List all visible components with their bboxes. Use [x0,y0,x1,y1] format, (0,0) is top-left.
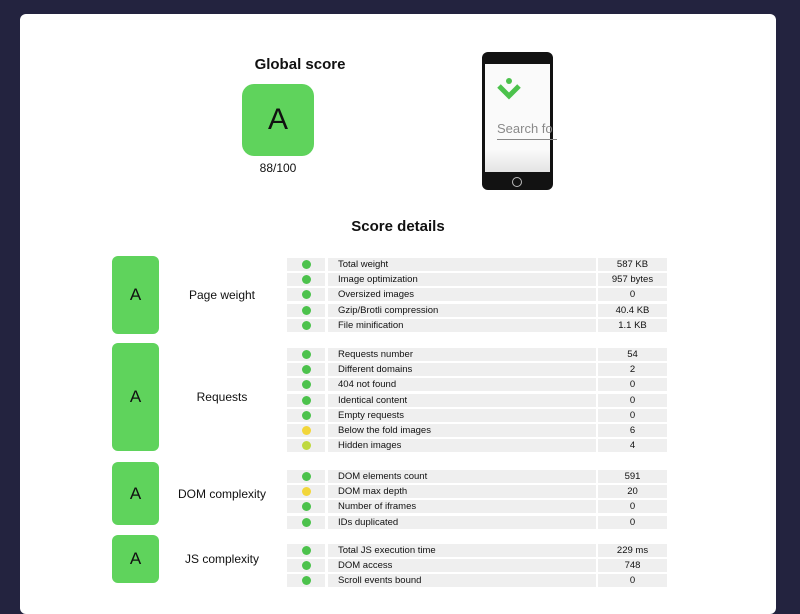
global-score-title: Global score [254,56,346,73]
metric-row [287,303,667,318]
metric-value: 0 [598,516,667,529]
metric-row [287,438,667,453]
metric-row [287,272,667,287]
status-dot-icon [302,561,311,570]
section-grade-letter: A [129,285,142,304]
section-grade-badge [112,462,159,525]
metric-name: Number of iframes [328,500,596,513]
status-dot-icon [302,502,311,511]
status-dot-icon [302,441,311,450]
metrics-table [287,347,667,453]
metric-name: DOM max depth [328,485,596,498]
section-grade-badge [112,343,159,451]
metric-name: Hidden images [328,439,596,452]
section-grade-badge [112,535,159,583]
metric-name: Image optimization [328,273,596,286]
metric-row [287,558,667,573]
phone-search-placeholder: Search fo [497,121,553,136]
metric-value: 1.1 KB [598,319,667,332]
section-grade-badge [112,256,159,334]
report-card [20,14,776,614]
status-dot-icon [302,426,311,435]
metric-name: Requests number [328,348,596,361]
metric-value: 0 [598,378,667,391]
metric-row [287,377,667,392]
phone-search-underline [497,139,557,140]
section-grade-letter: A [129,483,142,503]
metric-row [287,257,667,272]
metric-name: Different domains [328,363,596,376]
metric-name: DOM elements count [328,470,596,483]
metric-value: 0 [598,288,667,301]
section-label: Requests [196,390,248,404]
metric-value: 587 KB [598,258,667,271]
metric-row [287,362,667,377]
metric-name: Total weight [328,258,596,271]
status-dot-icon [302,380,311,389]
metric-value: 54 [598,348,667,361]
metric-value: 20 [598,485,667,498]
status-dot-icon [302,396,311,405]
status-dot-icon [302,576,311,585]
global-grade-badge [242,84,314,156]
section-grade-letter: A [129,387,142,406]
metric-name: Oversized images [328,288,596,301]
metric-name: Gzip/Brotli compression [328,304,596,317]
phone-home-button-icon [512,177,522,187]
metric-name: 404 not found [328,378,596,391]
metric-value: 748 [598,559,667,572]
metrics-table [287,257,667,333]
section-grade-letter: A [129,549,142,568]
metric-value: 40.4 KB [598,304,667,317]
score-details-title: Score details [351,218,445,235]
metrics-table [287,543,667,589]
metric-value: 0 [598,394,667,407]
section-label: Page weight [188,288,256,302]
status-dot-icon [302,260,311,269]
metric-value: 229 ms [598,544,667,557]
status-dot-icon [302,321,311,330]
metric-row [287,469,667,484]
metric-name: Identical content [328,394,596,407]
metric-row [287,287,667,302]
metric-name: File minification [328,319,596,332]
metric-row [287,543,667,558]
phone-preview [482,52,553,190]
metric-name: Scroll events bound [328,574,596,587]
metric-name: Below the fold images [328,424,596,437]
metric-row [287,347,667,362]
status-dot-icon [302,290,311,299]
metric-row [287,423,667,438]
status-dot-icon [302,350,311,359]
status-dot-icon [302,306,311,315]
status-dot-icon [302,546,311,555]
metric-value: 591 [598,470,667,483]
phone-screen [485,64,553,172]
metric-value: 0 [598,409,667,422]
metric-name: DOM access [328,559,596,572]
section-label: DOM complexity [177,486,266,501]
metric-value: 0 [598,500,667,513]
metric-row [287,318,667,333]
metric-name: Empty requests [328,409,596,422]
global-score-value: 88/100 [259,161,297,175]
site-logo-icon [497,78,523,100]
status-dot-icon [302,472,311,481]
metric-name: Total JS execution time [328,544,596,557]
metric-name: IDs duplicated [328,516,596,529]
global-grade-letter: A [267,103,288,136]
metric-value: 4 [598,439,667,452]
section-label: JS complexity [184,552,260,566]
status-dot-icon [302,275,311,284]
status-dot-icon [302,487,311,496]
metric-row [287,484,667,499]
metric-value: 6 [598,424,667,437]
metrics-table [287,469,667,530]
status-dot-icon [302,411,311,420]
metric-row [287,408,667,423]
metric-value: 0 [598,574,667,587]
metric-row [287,393,667,408]
metric-row [287,573,667,588]
status-dot-icon [302,518,311,527]
metric-row [287,499,667,514]
metric-value: 957 bytes [598,273,667,286]
metric-row [287,515,667,530]
status-dot-icon [302,365,311,374]
metric-value: 2 [598,363,667,376]
